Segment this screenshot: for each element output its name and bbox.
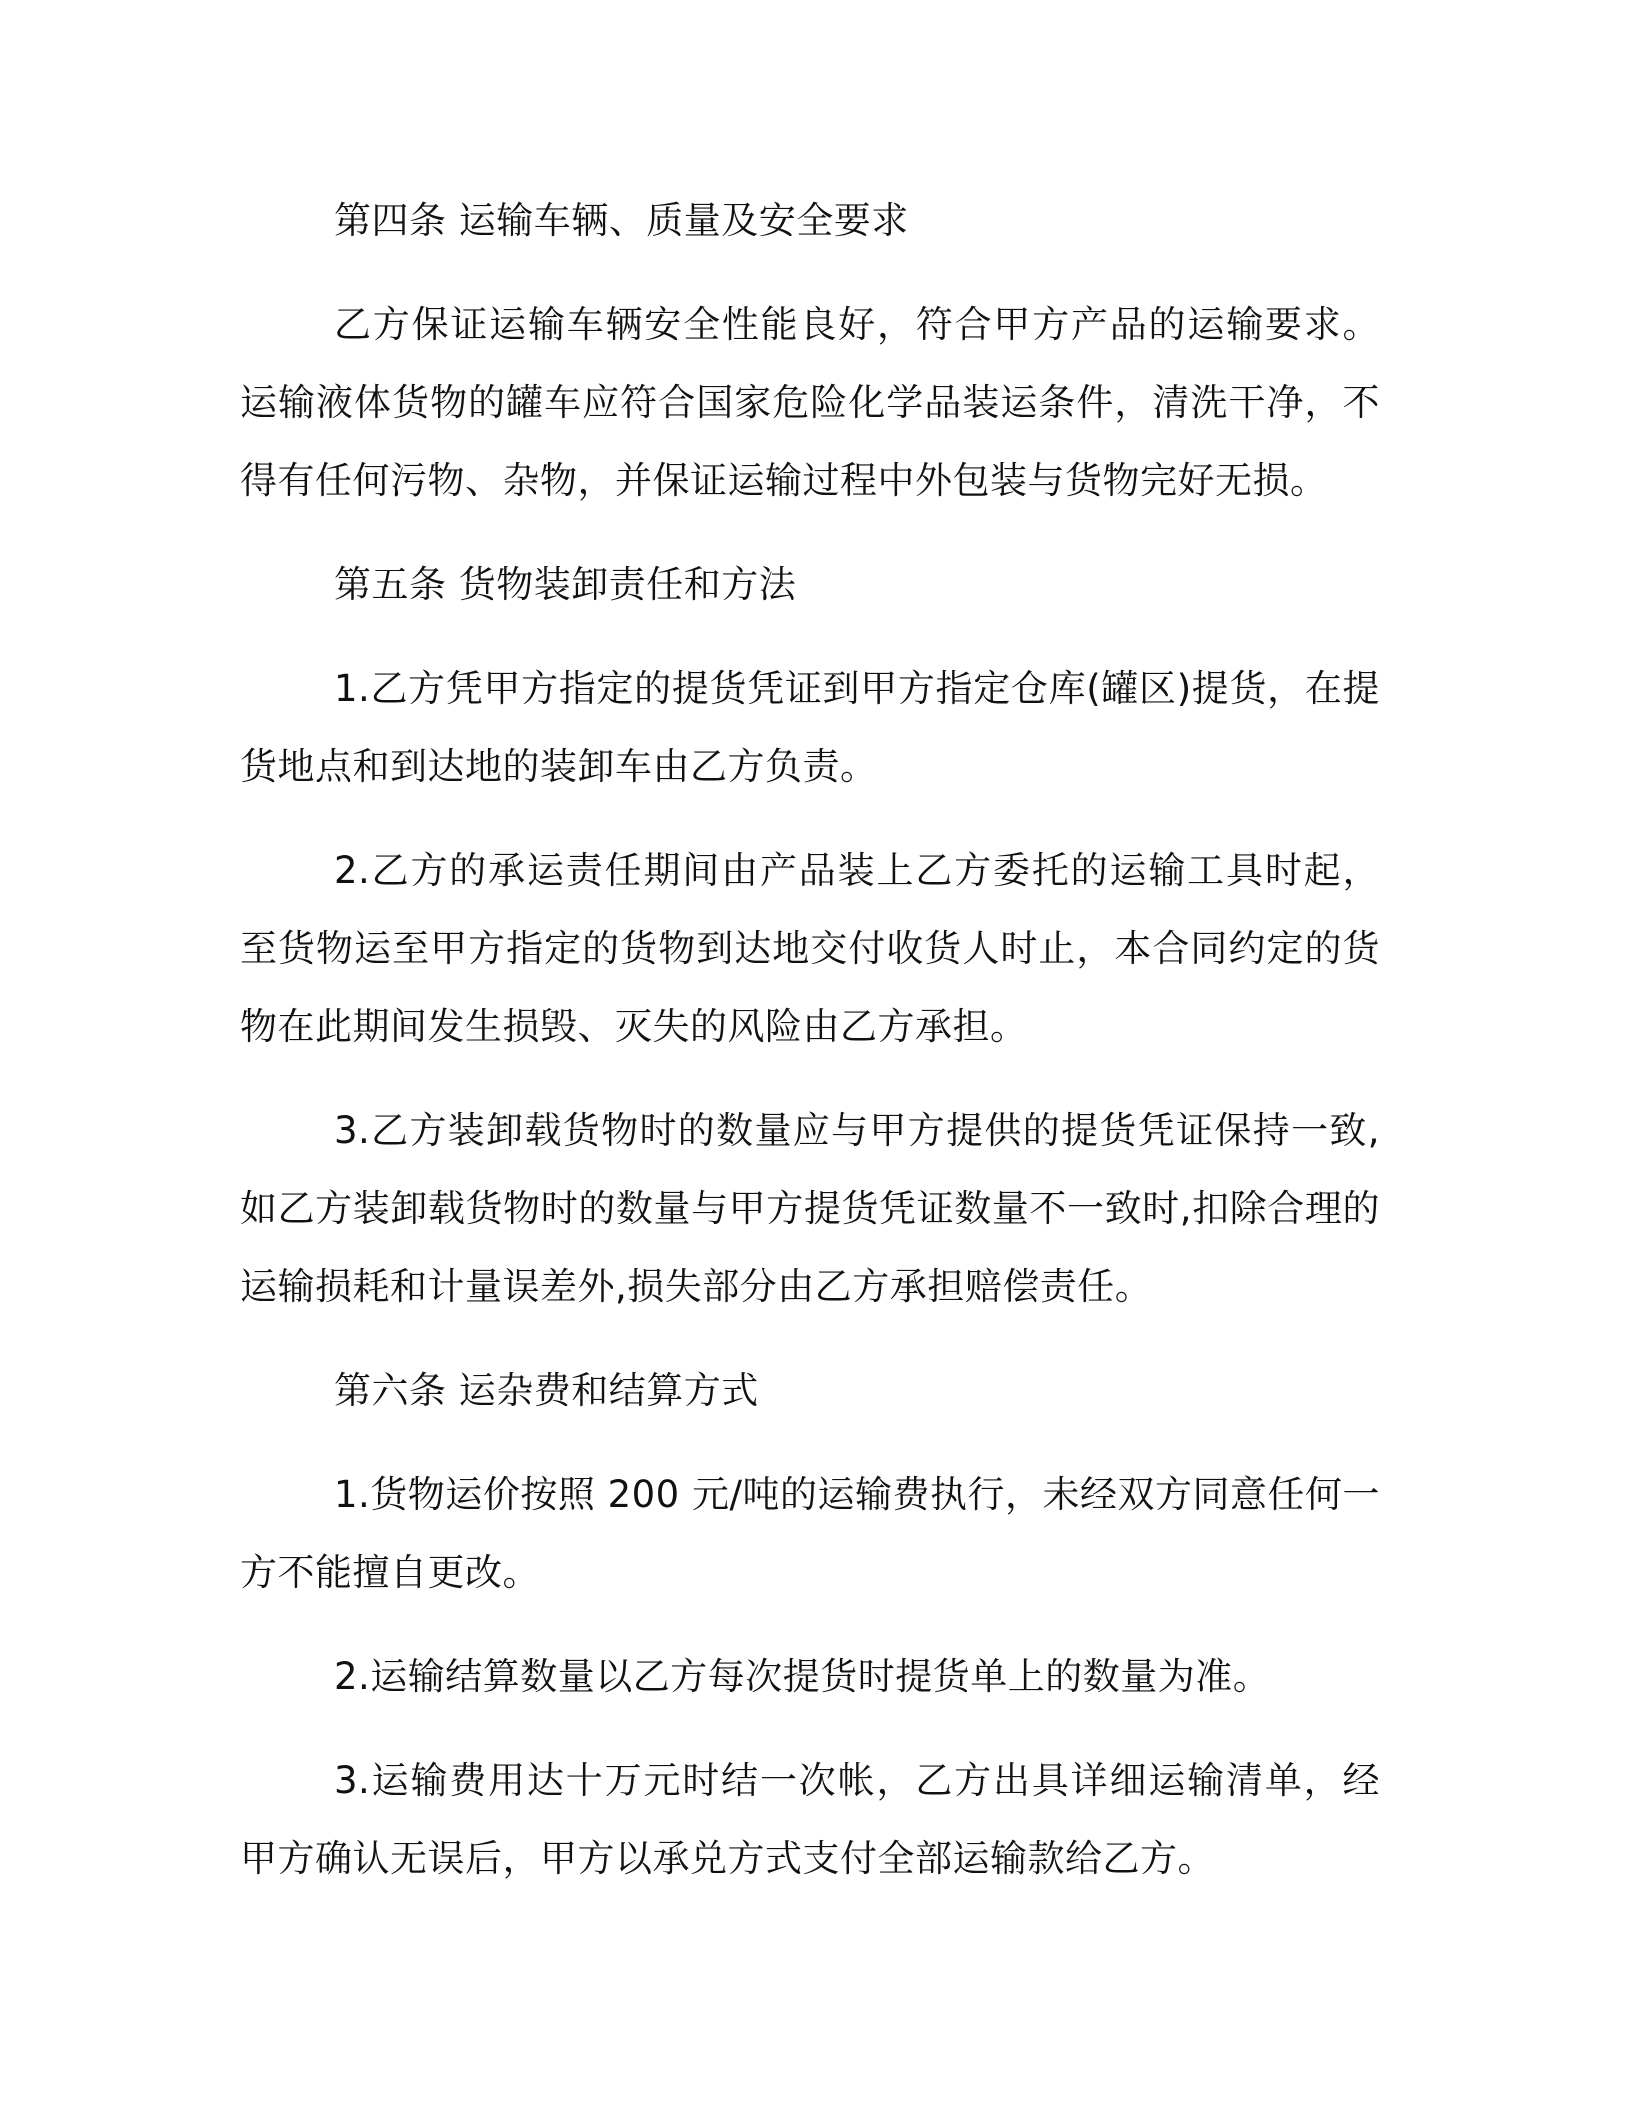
document-content: [240, 182, 1380, 1898]
article-6-item-3: 3.运输费用达十万元时结一次帐，乙方出具详细运输清单，经甲方确认无误后，甲方以承兑方式支付全部运输款给乙方。: [240, 1759, 1380, 1880]
article-6-item-1: 1.货物运价按照 200 元/吨的运输费执行，未经双方同意任何一方不能擅自更改。: [240, 1473, 1380, 1594]
article-5-item-2: 2.乙方的承运责任期间由产品装上乙方委托的运输工具时起，至货物运至甲方指定的货物到达地交付收货人时止，本合同约定的货物在此期间发生损毁、灭失的风险由乙方承担。: [240, 849, 1380, 1048]
article-4-heading: 第四条 运输车辆、质量及安全要求: [334, 199, 909, 242]
article-6-item-2: 2.运输结算数量以乙方每次提货时提货单上的数量为准。: [334, 1655, 1271, 1698]
article-5-item-1: 1.乙方凭甲方指定的提货凭证到甲方指定仓库(罐区)提货，在提货地点和到达地的装卸车由乙方负责。: [240, 667, 1380, 788]
article-6-heading: 第六条 运杂费和结算方式: [334, 1369, 759, 1412]
article-4-body: 乙方保证运输车辆安全性能良好，符合甲方产品的运输要求。运输液体货物的罐车应符合国家危险化学品装运条件，清洗干净，不得有任何污物、杂物，并保证运输过程中外包装与货物完好无损。: [240, 303, 1380, 502]
article-5-heading: 第五条 货物装卸责任和方法: [334, 563, 797, 606]
article-5-item-3: 3.乙方装卸载货物时的数量应与甲方提供的提货凭证保持一致,如乙方装卸载货物时的数量与甲方提货凭证数量不一致时,扣除合理的运输损耗和计量误差外,损失部分由乙方承担赔偿责任。: [240, 1109, 1380, 1308]
